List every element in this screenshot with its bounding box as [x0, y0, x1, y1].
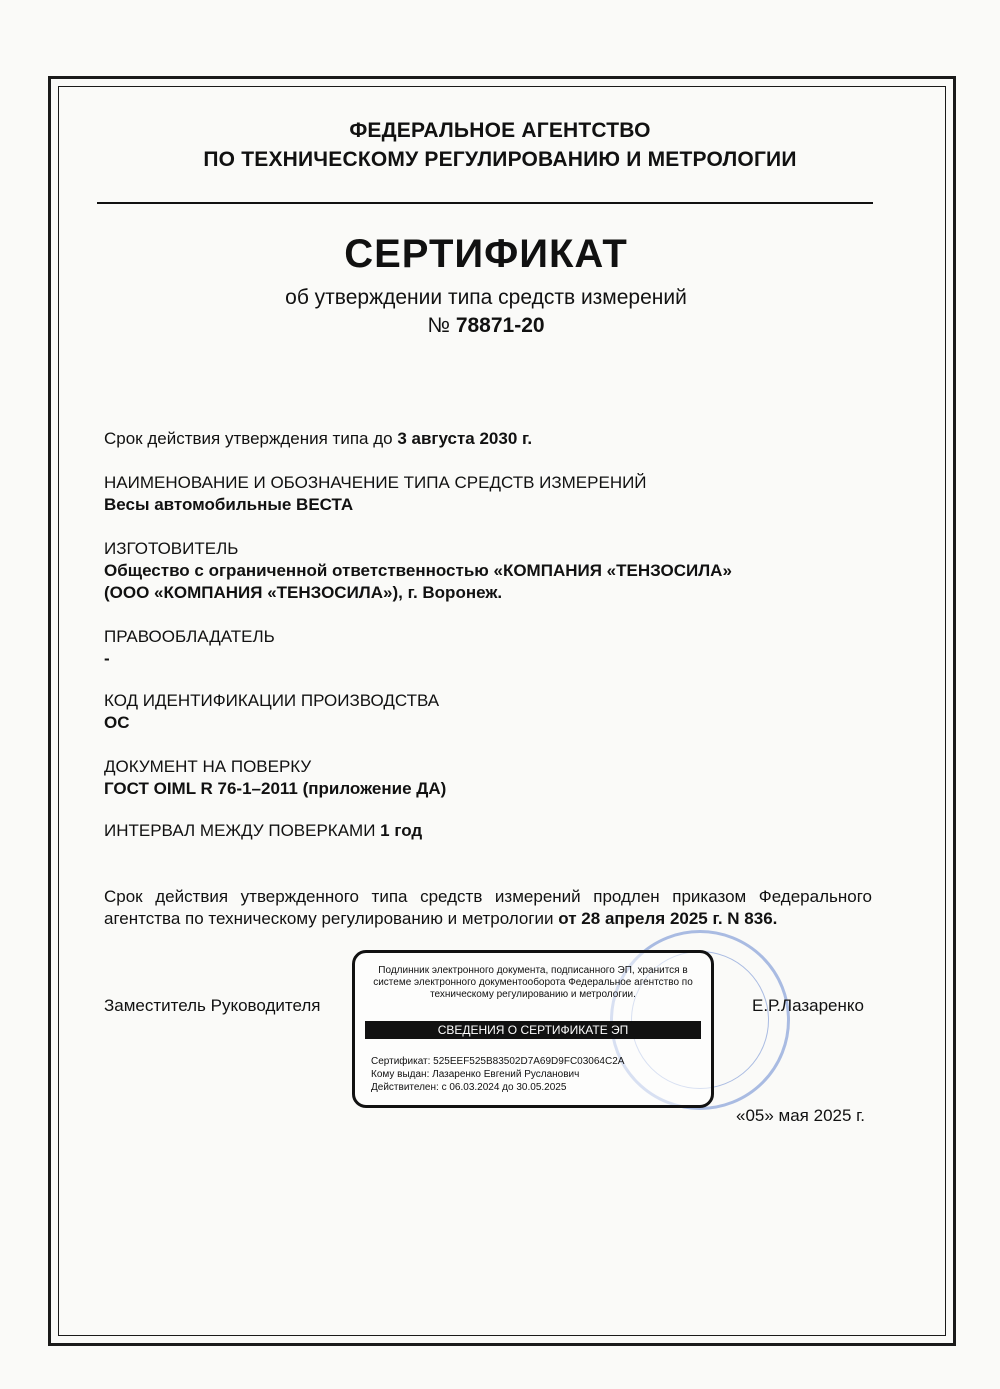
production-code-section — [104, 690, 439, 734]
rights-holder-value: - — [104, 649, 110, 668]
extension-text: Срок действия утвержденного типа средств измерений продлен приказом Федерального агентства по техническому регулированию и метрологии — [104, 887, 872, 928]
agency-line-1: ФЕДЕРАЛЬНОЕ АГЕНТСТВО — [349, 119, 651, 142]
interval-label: ИНТЕРВАЛ МЕЖДУ ПОВЕРКАМИ — [104, 821, 376, 840]
interval-value: 1 год — [380, 821, 423, 840]
agency-header — [0, 116, 1000, 174]
esign-bar-title: СВЕДЕНИЯ О СЕРТИФИКАТЕ ЭП — [365, 1021, 701, 1039]
interval-line — [104, 820, 422, 842]
validity-label: Срок действия утверждения типа до — [104, 429, 393, 448]
number-prefix: № — [427, 314, 450, 337]
header-divider — [97, 202, 873, 204]
rights-holder-section — [104, 626, 275, 670]
electronic-signature-stamp — [352, 950, 714, 1108]
type-name-label: НАИМЕНОВАНИЕ И ОБОЗНАЧЕНИЕ ТИПА СРЕДСТВ ИЗМЕРЕНИЙ — [104, 473, 647, 492]
agency-line-2: ПО ТЕХНИЧЕСКОМУ РЕГУЛИРОВАНИЮ И МЕТРОЛОГИИ — [203, 148, 797, 171]
number-value: 78871-20 — [455, 314, 545, 337]
validity-value: 3 августа 2030 г. — [397, 429, 533, 448]
type-name-section — [104, 472, 647, 516]
production-code-label: КОД ИДЕНТИФИКАЦИИ ПРОИЗВОДСТВА — [104, 691, 440, 710]
esign-cert-line: Сертификат: 525EEF525B83502D7A69D9FC03064C2A — [371, 1056, 625, 1067]
manufacturer-label: ИЗГОТОВИТЕЛЬ — [104, 539, 239, 558]
certificate-title: СЕРТИФИКАТ — [344, 232, 628, 276]
esign-info — [371, 1055, 624, 1094]
signer-name: Е.Р.Лазаренко — [752, 996, 864, 1015]
verification-doc-value: ГОСТ OIML R 76-1–2011 (приложение ДА) — [104, 779, 447, 798]
signer-position: Заместитель Руководителя — [104, 996, 321, 1015]
validity-line — [104, 428, 532, 450]
extension-order: от 28 апреля 2025 г. N 836. — [558, 909, 778, 928]
production-code-value: ОС — [104, 713, 130, 732]
manufacturer-section — [104, 538, 732, 604]
verification-doc-label: ДОКУМЕНТ НА ПОВЕРКУ — [104, 757, 312, 776]
esign-issued-to-line: Кому выдан: Лазаренко Евгений Русланович — [371, 1069, 580, 1080]
extension-paragraph — [104, 886, 872, 930]
rights-holder-label: ПРАВООБЛАДАТЕЛЬ — [104, 627, 275, 646]
esign-note: Подлинник электронного документа, подписанного ЭП, хранится в системе электронного документооборота Федеральное агентство по техническому регулированию и метрологии. — [373, 965, 693, 1000]
certificate-subtitle: об утверждении типа средств измерений — [285, 286, 687, 309]
certificate-number — [0, 314, 972, 338]
manufacturer-value-1: Общество с ограниченной ответственностью «КОМПАНИЯ «ТЕНЗОСИЛА» — [104, 561, 732, 580]
esign-valid-line: Действителен: с 06.03.2024 до 30.05.2025 — [371, 1082, 567, 1093]
type-name-value: Весы автомобильные ВЕСТА — [104, 495, 354, 514]
verification-doc-section — [104, 756, 446, 800]
signature-date: «05» мая 2025 г. — [736, 1106, 866, 1125]
manufacturer-value-2: (ООО «КОМПАНИЯ «ТЕНЗОСИЛА»), г. Воронеж. — [104, 583, 503, 602]
